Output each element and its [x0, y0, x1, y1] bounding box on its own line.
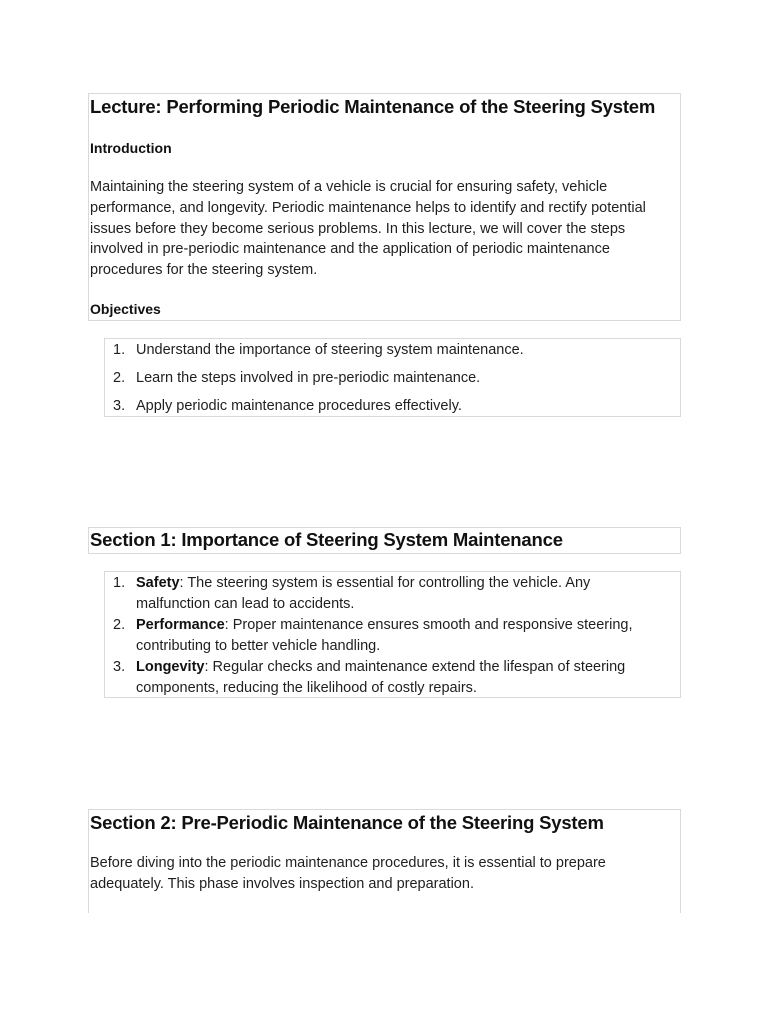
list-text: : The steering system is essential for controlling the vehicle. Any malfunction can lead to accidents.	[136, 575, 591, 612]
list-term: Performance	[136, 617, 225, 633]
section2-title: Section 2: Pre-Periodic Maintenance of the Steering System	[90, 812, 604, 833]
list-number: 2.	[113, 370, 126, 386]
list-text: Learn the steps involved in pre-periodic maintenance.	[136, 370, 481, 386]
list-number: 2.	[113, 617, 126, 633]
section1-list	[105, 573, 645, 699]
list-number: 3.	[113, 659, 126, 675]
section2-intro-paragraph: Before diving into the periodic maintenance procedures, it is essential to prepare adequately. This phase involves inspection and preparation.	[90, 855, 606, 892]
lecture-title: Lecture: Performing Periodic Maintenance of the Steering System	[90, 96, 656, 117]
list-number: 1.	[113, 342, 126, 358]
list-item	[105, 573, 645, 615]
list-text: Understand the importance of steering system maintenance.	[136, 342, 524, 358]
list-term: Safety	[136, 575, 180, 591]
list-term: Longevity	[136, 659, 205, 675]
introduction-paragraph: Maintaining the steering system of a vehicle is crucial for ensuring safety, vehicle performance, and longevity. Periodic maintenance helps to identify and rectify potential issues before they become serious problems. In this lecture, we will cover the steps involved in pre-periodic maintenance and the application of periodic maintenance procedures for the steering system.	[90, 179, 646, 279]
list-number: 3.	[113, 398, 126, 414]
list-item	[105, 615, 645, 657]
section1-title: Section 1: Importance of Steering System Maintenance	[90, 529, 563, 550]
list-text: Apply periodic maintenance procedures effectively.	[136, 398, 462, 414]
objectives-list	[105, 339, 675, 423]
list-text: : Proper maintenance ensures smooth and responsive steering, contributing to better vehicle handling.	[136, 617, 633, 654]
list-item	[105, 367, 675, 395]
list-item	[105, 657, 645, 699]
introduction-heading: Introduction	[90, 140, 172, 156]
list-number: 1.	[113, 575, 126, 591]
list-item	[105, 339, 675, 367]
objectives-heading: Objectives	[90, 301, 161, 317]
list-item	[105, 395, 675, 423]
list-text: : Regular checks and maintenance extend the lifespan of steering components, reducing the likelihood of costly repairs.	[136, 659, 626, 696]
